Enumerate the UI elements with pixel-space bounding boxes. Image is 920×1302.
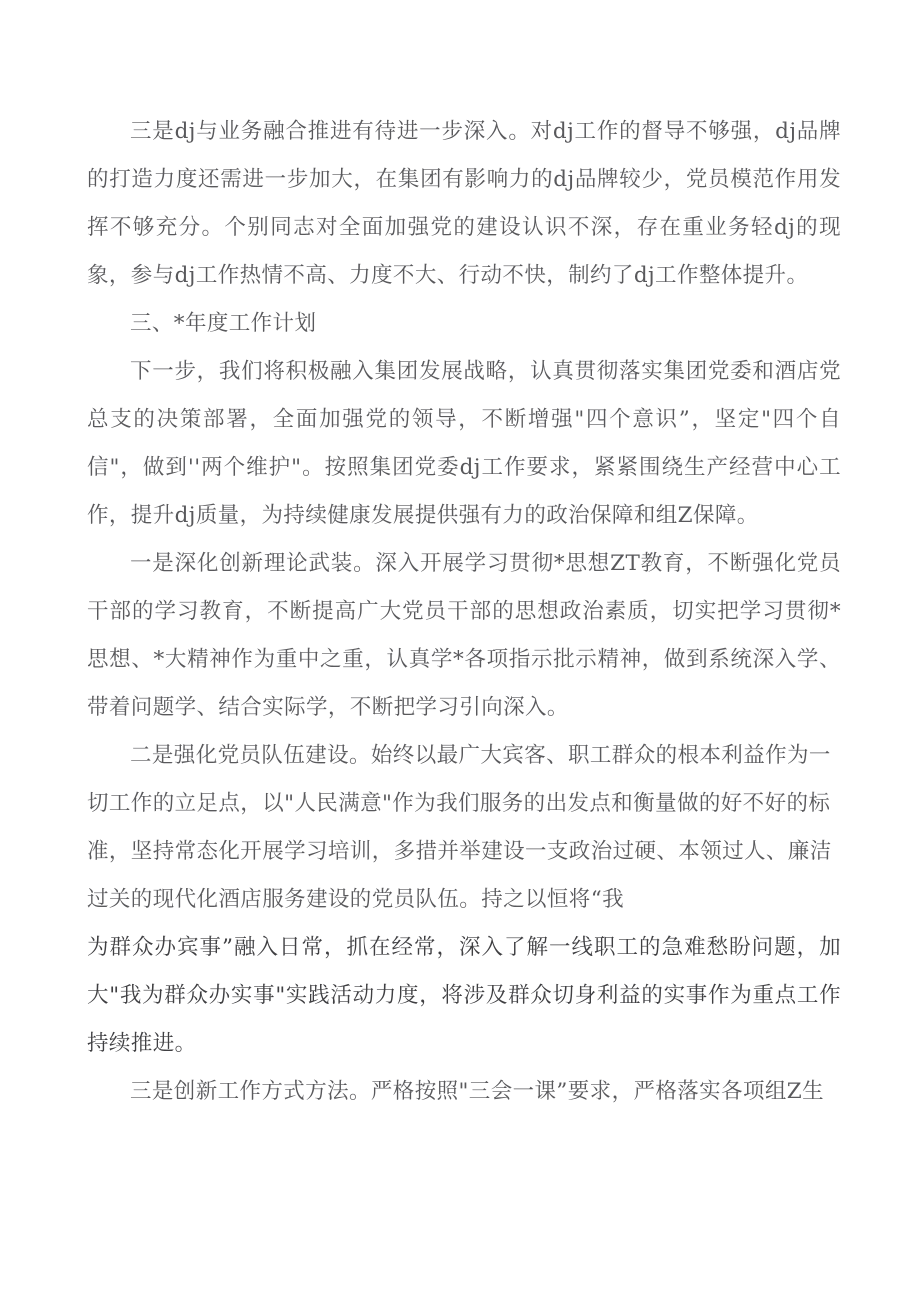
paragraph-point-three-work-methods: 三是创新工作方式方法。严格按照"三会一课”要求，严格落实各项组Z生 bbox=[130, 1079, 825, 1104]
paragraph-next-steps-overview: 下一步，我们将积极融入集团发展战略，认真贯彻落实集团党委和酒店党总支的决策部署，全面加强党的领导，不断增强"四个意识”，坚定"四个自信"，做到''两个维护"。按照集团党委dj工作要求，紧紧围绕生产经营中心工作，提升dj质量，为持续健康发展提供强有力的政治保障和组Z保障。 bbox=[87, 359, 841, 528]
paragraph-point-two-continuation: 为群众办宾事”融入日常，抓在经常，深入了解一线职工的急难愁盼问题，加大"我为群众办实事"实践活动力度，将涉及群众切身利益的实事作为重点工作持续推进。 bbox=[87, 935, 841, 1056]
paragraph-point-two-party-member-team: 二是强化党员队伍建设。始终以最广大宾客、职工群众的根本利益作为一切工作的立足点，以"人民满意"作为我们服务的出发点和衡量做的好不好的标准，坚持常态化开展学习培训，多措并举建设一支政治过硬、本领过人、廉洁过关的现代化酒店服务建设的党员队伍。持之以恒将“我 bbox=[87, 743, 832, 912]
section-heading-annual-work-plan: 三、*年度工作计划 bbox=[130, 311, 317, 336]
paragraph-party-business-integration: 三是dj与业务融合推进有待进一步深入。对dj工作的督导不够强，dj品牌的打造力度还需进一步加大，在集团有影响力的dj品牌较少，党员模范作用发挥不够充分。个别同志对全面加强党的建设认识不深，存在重业务轻dj的现象，参与dj工作热情不高、力度不大、行动不快，制约了dj工作整体提升。 bbox=[87, 119, 841, 288]
document-text-column bbox=[87, 108, 841, 1116]
paragraph-point-one-theory-study: 一是深化创新理论武装。深入开展学习贯彻*思想ZT教育，不断强化党员干部的学习教育，不断提高广大党员干部的思想政治素质，切实把学习贯彻*思想、*大精神作为重中之重，认真学*各项指示批示精神，做到系统深入学、带着问题学、结合实际学，不断把学习引向深入。 bbox=[87, 551, 841, 720]
